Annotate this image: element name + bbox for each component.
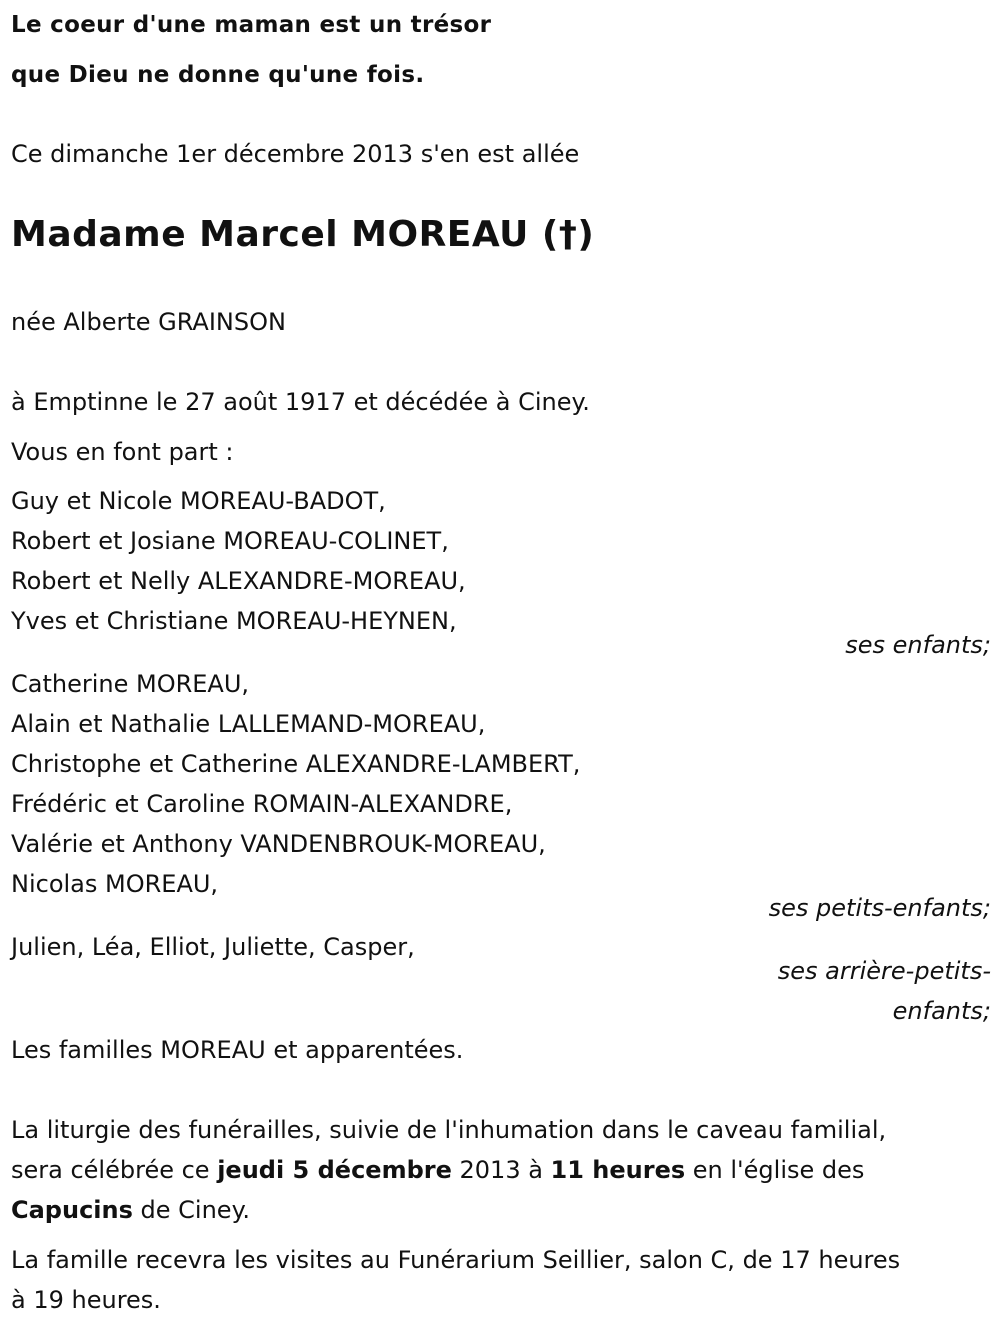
grandchildren-role: ses petits-enfants; — [768, 894, 991, 922]
intro-text: Ce dimanche 1er décembre 2013 s'en est allée — [11, 140, 580, 168]
list-item: Robert et Josiane MOREAU-COLINET, — [11, 527, 449, 555]
great-grandchildren-role-line-1: ses arrière-petits- — [777, 957, 991, 985]
list-item: Yves et Christiane MOREAU-HEYNEN, — [11, 607, 457, 635]
list-item: Julien, Léa, Elliot, Juliette, Casper, — [11, 933, 415, 961]
liturgy-text: de Ciney. — [132, 1196, 250, 1224]
visits-line-1: La famille recevra les visites au Funérarium Seillier, salon C, de 17 heures — [11, 1246, 901, 1274]
visits-paragraph — [11, 1240, 991, 1320]
list-item: Frédéric et Caroline ROMAIN-ALEXANDRE, — [11, 790, 513, 818]
liturgy-text: sera célébrée ce — [11, 1156, 218, 1184]
list-item: Valérie et Anthony VANDENBROUK-MOREAU, — [11, 830, 546, 858]
maiden-name: née Alberte GRAINSON — [11, 308, 286, 336]
families-text: Les familles MOREAU et apparentées. — [11, 1036, 464, 1064]
grandchildren-group — [11, 664, 991, 922]
liturgy-line-3 — [11, 1190, 991, 1230]
quote-line-1: Le coeur d'une maman est un trésor — [11, 12, 492, 38]
funeral-time: 11 heures — [550, 1156, 686, 1184]
liturgy-paragraph — [11, 1110, 991, 1230]
liturgy-line-1: La liturgie des funérailles, suivie de l'inhumation dans le caveau familial, — [11, 1116, 887, 1144]
list-item: Robert et Nelly ALEXANDRE-MOREAU, — [11, 567, 466, 595]
deceased-name: Madame Marcel MOREAU (†) — [11, 214, 595, 255]
church-name: Capucins — [11, 1196, 133, 1224]
great-grandchildren-group — [11, 927, 991, 1025]
birth-death-text: à Emptinne le 27 août 1917 et décédée à Ciney. — [11, 388, 590, 416]
visits-line-2: à 19 heures. — [11, 1286, 161, 1314]
obituary-document — [11, 0, 991, 1314]
funeral-date: jeudi 5 décembre — [217, 1156, 452, 1184]
children-role: ses enfants; — [845, 631, 991, 659]
epigraph-quote — [11, 0, 991, 100]
liturgy-text: en l'église des — [685, 1156, 865, 1184]
liturgy-line-2 — [11, 1150, 991, 1190]
list-item: Christophe et Catherine ALEXANDRE-LAMBERT, — [11, 750, 581, 778]
children-group — [11, 481, 991, 659]
list-item: Alain et Nathalie LALLEMAND-MOREAU, — [11, 710, 486, 738]
list-item: Guy et Nicole MOREAU-BADOT, — [11, 487, 386, 515]
quote-line-2: que Dieu ne donne qu'une fois. — [11, 62, 425, 88]
liturgy-text: 2013 à — [451, 1156, 551, 1184]
great-grandchildren-role-line-2: enfants; — [892, 997, 991, 1025]
list-item: Nicolas MOREAU, — [11, 870, 219, 898]
list-item: Catherine MOREAU, — [11, 670, 250, 698]
announce-label: Vous en font part : — [11, 438, 234, 466]
